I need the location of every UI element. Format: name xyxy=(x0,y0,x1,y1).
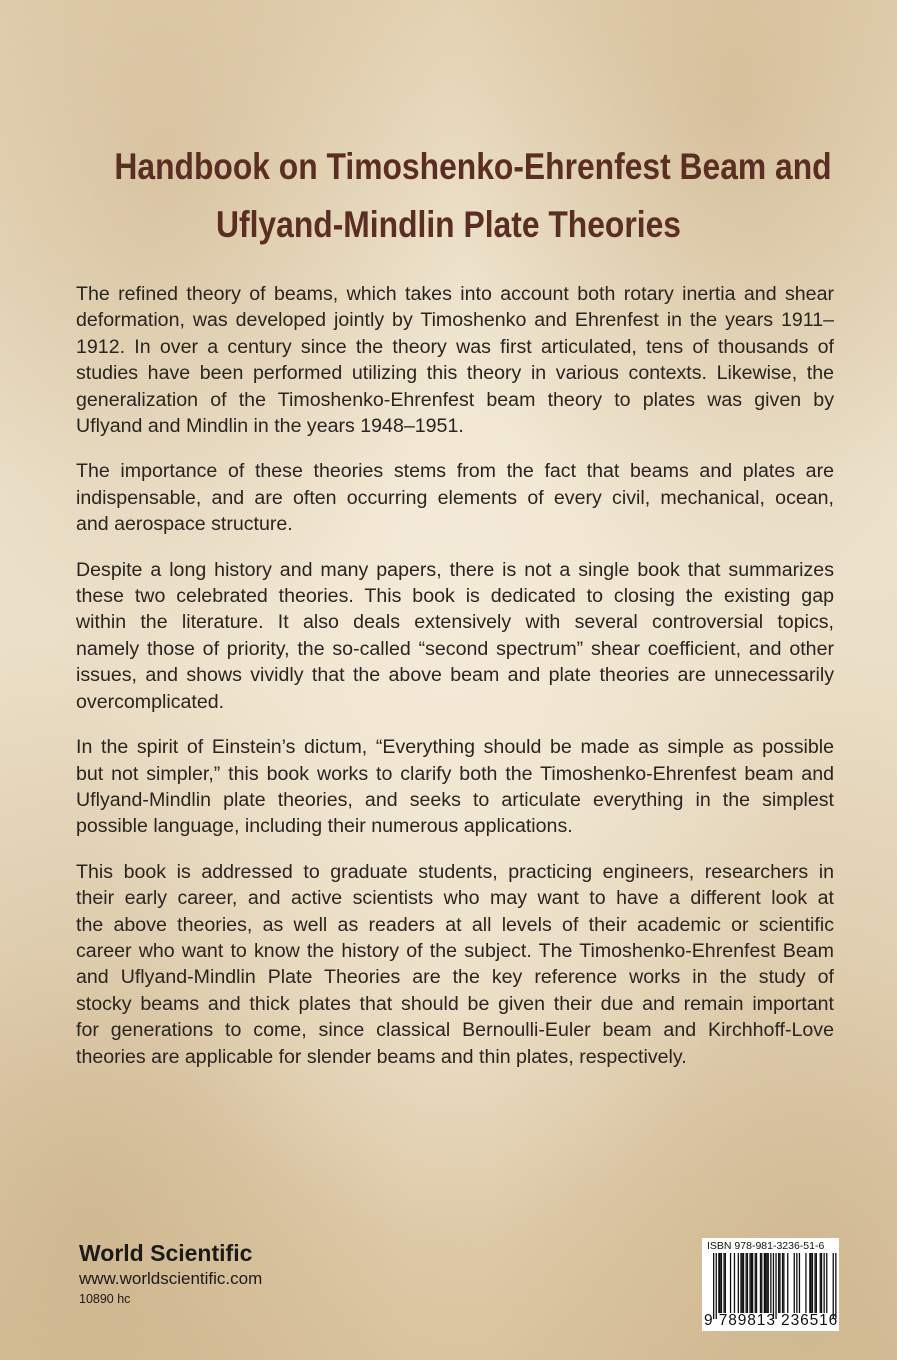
barcode-bar xyxy=(760,1253,761,1313)
blurb-line: overcomplicated. xyxy=(76,690,225,713)
barcode-bar xyxy=(833,1253,834,1319)
blurb-line: This book is addressed to graduate students, practicing engineers, researchers in xyxy=(76,860,834,883)
blurb-line: career who want to know the history of the subject. The Timoshenko-Ehrenfest Beam xyxy=(76,939,834,962)
publisher-code: 10890 hc xyxy=(79,1292,131,1306)
blurb-line: these two celebrated theories. This book is dedicated to closing the existing gap xyxy=(76,585,834,608)
blurb-paragraph-3 xyxy=(76,557,834,715)
barcode-bar xyxy=(742,1253,743,1313)
barcode-bar xyxy=(778,1253,779,1313)
barcode-bar xyxy=(783,1253,784,1313)
barcode-bar xyxy=(820,1253,821,1313)
blurb-line: The refined theory of beams, which takes into account both rotary inertia and shear xyxy=(76,283,834,305)
barcode-bar xyxy=(764,1253,765,1313)
barcode-bar xyxy=(720,1253,721,1313)
publisher-name: World Scientific xyxy=(79,1240,253,1266)
blurb-line: Despite a long history and many papers, there is not a single book that summarizes xyxy=(76,558,834,581)
barcode-bar xyxy=(766,1253,767,1313)
barcode-digits: 9 789813 236516 xyxy=(704,1312,839,1329)
barcode-bar xyxy=(751,1253,752,1313)
blurb-line: In the spirit of Einstein’s dictum, “Everything should be made as simple as possible xyxy=(76,736,834,759)
blurb-line: Uflyand-Mindlin plate theories, and seeks to articulate everything in the simplest xyxy=(76,788,834,811)
barcode-bar xyxy=(738,1253,739,1313)
isbn-label: ISBN 978-981-3236-51-6 xyxy=(707,1240,825,1252)
book-title-line-2: Uflyand-Mindlin Plate Theories xyxy=(216,204,681,245)
blurb-line: and aerospace structure. xyxy=(76,513,293,536)
blurb-line: stocky beams and thick plates that should be given their due and remain important xyxy=(76,992,834,1015)
blurb-line: generalization of the Timoshenko-Ehrenfest beam theory to plates was given by xyxy=(76,388,834,411)
blurb-line: The importance of these theories stems from the fact that beams and plates are xyxy=(76,460,834,483)
barcode-bar xyxy=(770,1253,771,1313)
blurb-line: and Uflyand-Mindlin Plate Theories are the key reference works in the study of xyxy=(76,966,834,989)
barcode-bar xyxy=(799,1253,800,1313)
blurb-line: deformation, was developed jointly by Timoshenko and Ehrenfest in the years 1911– xyxy=(76,309,834,332)
barcode-bar xyxy=(734,1253,735,1313)
publisher-block xyxy=(79,1238,262,1308)
barcode-bar xyxy=(713,1253,714,1319)
blurb-line: Uflyand and Mindlin in the years 1948–1951. xyxy=(76,415,464,438)
barcode-bar xyxy=(761,1253,762,1313)
barcode-bar xyxy=(718,1253,719,1313)
blurb-paragraph-2 xyxy=(76,458,834,537)
barcode-bar xyxy=(716,1253,717,1319)
barcode-bar xyxy=(730,1253,731,1313)
barcode-bar xyxy=(796,1253,797,1313)
blurb-line: studies have been performed utilizing this theory in various contexts. Likewise, the xyxy=(76,362,834,385)
barcode-bar xyxy=(782,1253,783,1313)
barcode-bar xyxy=(835,1253,836,1319)
barcode-bar xyxy=(743,1253,744,1313)
barcode-bar xyxy=(752,1253,753,1313)
barcode-bar xyxy=(811,1253,812,1313)
book-title xyxy=(114,138,832,254)
barcode-bar xyxy=(725,1253,726,1313)
barcode-bar xyxy=(775,1253,776,1319)
blurb-line: theories are applicable for slender beams and thin plates, respectively. xyxy=(76,1045,687,1068)
barcode-bar xyxy=(787,1253,788,1313)
isbn-barcode xyxy=(702,1238,839,1331)
barcode-bar xyxy=(746,1253,747,1313)
blurb-paragraph-5 xyxy=(76,859,834,1070)
blurb-line: namely those of priority, the so-called “second spectrum” shear coefficient, and other xyxy=(76,637,834,660)
barcode-bar xyxy=(773,1253,774,1319)
blurb-line: but not simpler,” this book works to clarify both the Timoshenko-Ehrenfest beam and xyxy=(76,762,834,785)
barcode-bar xyxy=(821,1253,822,1313)
blurb-line: issues, and shows vividly that the above beam and plate theories are unnecessarily xyxy=(76,664,834,687)
blurb-line: 1912. In over a century since the theory was first articulated, tens of thousands of xyxy=(76,335,834,358)
blurb-line: for generations to come, since classical Bernoulli-Euler beam and Kirchhoff-Love xyxy=(76,1019,834,1042)
blurb-line: their early career, and active scientists who may want to have a different look at xyxy=(76,887,834,910)
barcode-bar xyxy=(755,1253,756,1313)
barcode-bar xyxy=(723,1253,724,1313)
blurb-line: the above theories, as well as readers at all levels of their academic or scientific xyxy=(76,913,834,936)
barcode-bar xyxy=(809,1253,810,1313)
barcode-bar xyxy=(826,1253,827,1313)
barcode-bar xyxy=(768,1253,769,1313)
barcode-bar xyxy=(816,1253,817,1313)
barcode-bar xyxy=(747,1253,748,1313)
blurb-paragraph-1 xyxy=(76,281,834,439)
barcode-bar xyxy=(740,1253,741,1313)
barcode-bar xyxy=(765,1253,766,1313)
barcode-bar xyxy=(805,1253,806,1313)
barcode-bar xyxy=(824,1253,825,1313)
barcode-bar xyxy=(756,1253,757,1313)
barcode-bar xyxy=(812,1253,813,1313)
blurb-paragraph-4 xyxy=(76,734,834,840)
barcode-bar xyxy=(814,1253,815,1313)
blurb-line: within the literature. It also deals extensively with several controversial topics, xyxy=(76,611,834,634)
barcode-bar xyxy=(794,1253,795,1313)
blurb-line: indispensable, and are often occurring elements of every civil, mechanical, ocean, xyxy=(76,486,834,509)
book-title-line-1: Handbook on Timoshenko-Ehrenfest Beam and xyxy=(114,146,832,187)
barcode-bar xyxy=(779,1253,780,1313)
barcode-bar xyxy=(721,1253,722,1313)
blurb xyxy=(76,281,834,1089)
barcode-bar xyxy=(749,1253,750,1313)
blurb-line: possible language, including their numerous applications. xyxy=(76,815,573,838)
publisher-url: www.worldscientific.com xyxy=(79,1269,263,1288)
